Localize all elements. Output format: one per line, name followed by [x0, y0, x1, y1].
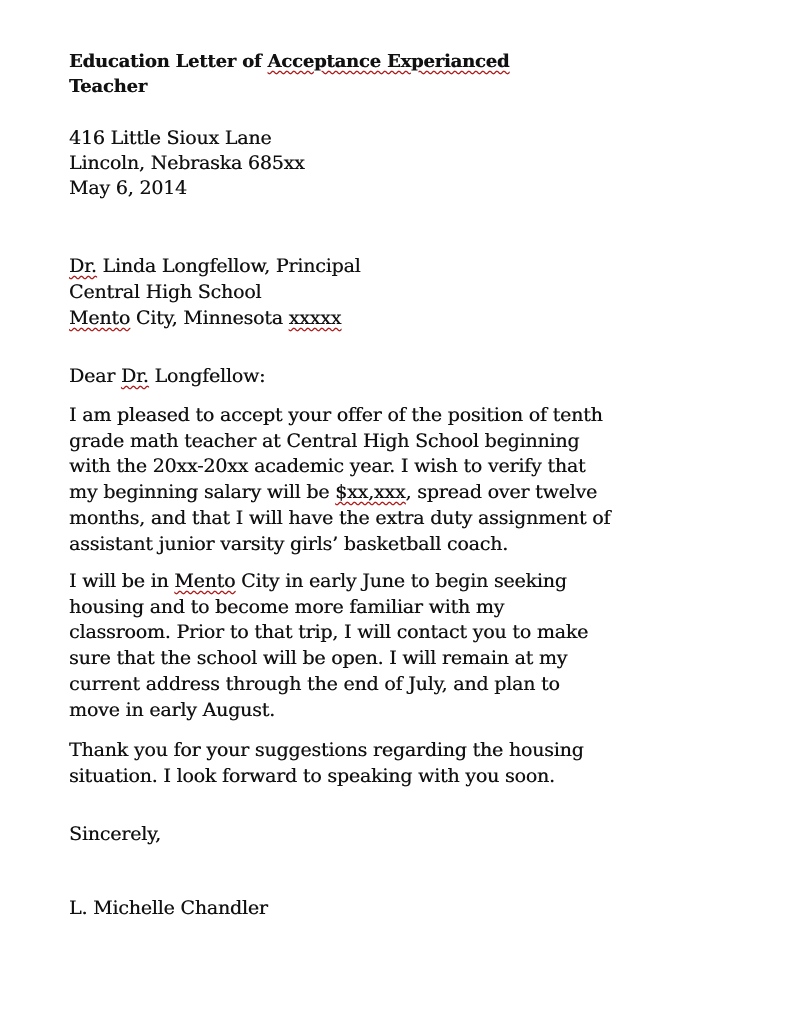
salutation-title: Dr.: [120, 365, 149, 387]
paragraph-2-post: City in early June to begin seeking: [235, 570, 567, 592]
paragraph-2-line: housing and to become more familiar with my: [69, 595, 505, 618]
paragraph-2-city: Mento: [174, 570, 236, 592]
letter-title: [69, 49, 509, 74]
title-text-part1: Education Letter of: [69, 51, 268, 72]
paragraph-3-line: situation. I look forward to speaking with you soon.: [69, 764, 555, 787]
sender-city: Lincoln, Nebraska 685xx: [69, 152, 305, 174]
salary-line-pre: my beginning salary will be: [69, 481, 336, 504]
salary-line-post: , spread over twelve: [405, 481, 598, 504]
paragraph-3-line: Thank you for your suggestions regarding the housing: [69, 739, 584, 761]
recipient-city: [69, 306, 341, 331]
paragraph-2-line: [69, 569, 588, 595]
recipient-zip: xxxxx: [288, 307, 342, 329]
salary-amount: $xx,xxx: [335, 481, 406, 504]
recipient-name-rest: Linda Longfellow, Principal: [96, 255, 361, 277]
letter-date: May 6, 2014: [69, 177, 187, 199]
signature-name: L. Michelle Chandler: [69, 897, 268, 919]
letter-title-line2: Teacher: [69, 76, 148, 97]
sender-street: 416 Little Sioux Lane: [69, 127, 272, 149]
recipient-school: Central High School: [69, 281, 262, 303]
paragraph-3: [69, 738, 584, 789]
salutation-post: Longfellow:: [148, 365, 266, 387]
paragraph-2-line: sure that the school will be open. I will remain at my: [69, 647, 568, 670]
paragraph-1-line: [69, 480, 610, 506]
paragraph-1-line: grade math teacher at Central High School beginning: [69, 429, 580, 452]
title-text-part2: Acceptance Experianced: [267, 51, 510, 72]
paragraph-1: [69, 403, 610, 557]
recipient-name: [69, 254, 360, 279]
paragraph-1-line: months, and that I will have the extra duty assignment of: [69, 506, 611, 529]
paragraph-1-line: assistant junior varsity girls’ basketball coach.: [69, 532, 508, 555]
salutation-pre: Dear: [69, 365, 121, 387]
recipient-city-middle: City, Minnesota: [130, 307, 289, 329]
paragraph-2-line: move in early August.: [69, 698, 275, 721]
recipient-title: Dr.: [69, 255, 97, 277]
salutation: [69, 364, 265, 389]
recipient-city-name: Mento: [69, 307, 131, 329]
paragraph-2-line: current address through the end of July, and plan to: [69, 672, 560, 695]
paragraph-2-line: classroom. Prior to that trip, I will contact you to make: [69, 621, 589, 644]
paragraph-1-line: I am pleased to accept your offer of the position of tenth: [69, 404, 603, 426]
closing: Sincerely,: [69, 823, 161, 845]
paragraph-2: [69, 569, 588, 723]
paragraph-1-line: with the 20xx-20xx academic year. I wish to verify that: [69, 455, 586, 478]
paragraph-2-pre: I will be in: [69, 570, 175, 592]
